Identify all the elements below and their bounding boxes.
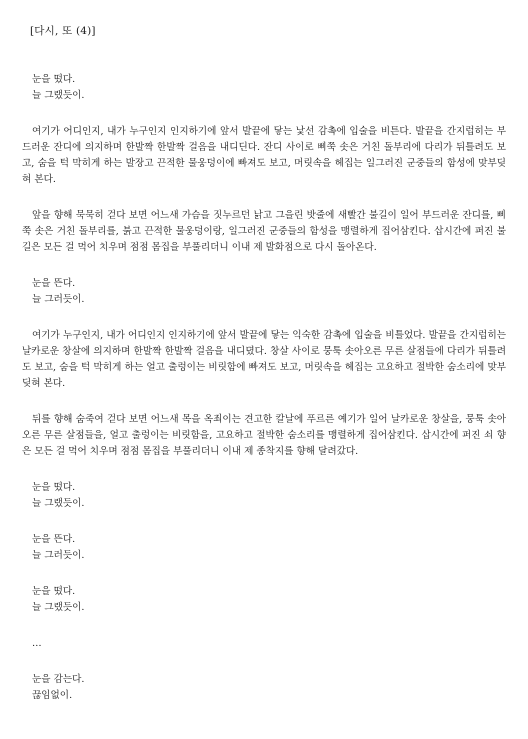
ellipsis-block (22, 636, 506, 652)
prose-paragraph: 여기가 누구인지, 내가 어디인지 인지하기에 앞서 발끝에 닿는 익숙한 감촉에 입술을 비틀었다. 발끝을 간지럽히는 날카로운 창살에 의지하며 한발짝 한발짝 걸음을 내디뎠다. 창살 사이로 뭉툭 솟아오른 무른 살점들에 다리가 뒤틀려도 보고, 숨을 턱 막히게 하는 얼고 출렁이는 비릿함에 빠져도 보고, 머릿속을 헤집는 고요하고 절박한 숨소리에 맞부딪혀 본다. (22, 330, 506, 389)
prose-paragraph: 앞을 향해 묵묵히 걷다 보면 어느새 가슴을 짓누르던 낡고 그을린 밧줄에 새빨간 불길이 일어 부드러운 잔디를, 삐쭉 솟은 거친 돌부리를, 붉고 끈적한 물웅덩이랑, 일그러진 군중들의 함성을 맹렬하게 집어삼킨다. 삽시간에 퍼진 불길은 모든 걸 먹어 치우며 점점 몸집을 부풀리더니 이내 제 발화점으로 다시 돌아온다. (22, 210, 506, 253)
verse-block (22, 72, 506, 104)
prose-paragraph: 뒤를 향해 숨죽여 걷다 보면 어느새 목을 옥죄이는 견고한 칼날에 푸르른 예기가 일어 날카로운 창살을, 뭉툭 솟아오른 무른 살점들을, 얼고 출렁이는 비릿함을, 고요하고 절박한 숨소리를 맹렬하게 집어삼킨다. 삽시간에 퍼진 쇠 향은 모든 걸 먹어 치우며 점점 몸집을 부풀리더니 이내 제 종착지를 향해 달려갔다. (22, 414, 506, 457)
verse-line: 늘 그러듯이. (32, 294, 85, 305)
verse-block (22, 480, 506, 512)
verse-line: 눈을 떴다. (32, 482, 76, 493)
verse-line: 늘 그러듯이. (32, 550, 85, 561)
verse-line: 눈을 감는다. (32, 674, 85, 685)
verse-line: 끊임없이. (32, 690, 73, 701)
verse-block (22, 276, 506, 308)
verse-line: 눈을 뜬다. (32, 278, 76, 289)
document-title: [다시, 또 (4)] (30, 25, 96, 37)
verse-line: 늘 그랬듯이. (32, 602, 85, 613)
ellipsis-line: … (32, 638, 42, 649)
prose-paragraph: 여기가 어디인지, 내가 누구인지 인지하기에 앞서 발끝에 닿는 낯선 감촉에 입술을 비튼다. 발끝을 간지럽히는 부드러운 잔디에 의지하며 한발짝 한발짝 걸음을 내디딘다. 잔디 사이로 삐쭉 솟은 거친 돌부리에 다리가 뒤틀려도 보고, 숨을 턱 막히게 하는 발장고 끈적한 물웅덩이에 빠져도 보고, 머릿속을 헤집는 일그러진 군중들의 함성에 맞부딪혀 본다. (22, 126, 506, 185)
document-body (22, 72, 506, 704)
verse-line: 눈을 떴다. (32, 586, 76, 597)
verse-line: 늘 그랬듯이. (32, 90, 85, 101)
verse-line: 눈을 뜬다. (32, 534, 76, 545)
verse-block (22, 584, 506, 616)
verse-line: 눈을 떴다. (32, 74, 76, 85)
verse-block (22, 532, 506, 564)
verse-block (22, 672, 506, 704)
verse-line: 늘 그랬듯이. (32, 498, 85, 509)
